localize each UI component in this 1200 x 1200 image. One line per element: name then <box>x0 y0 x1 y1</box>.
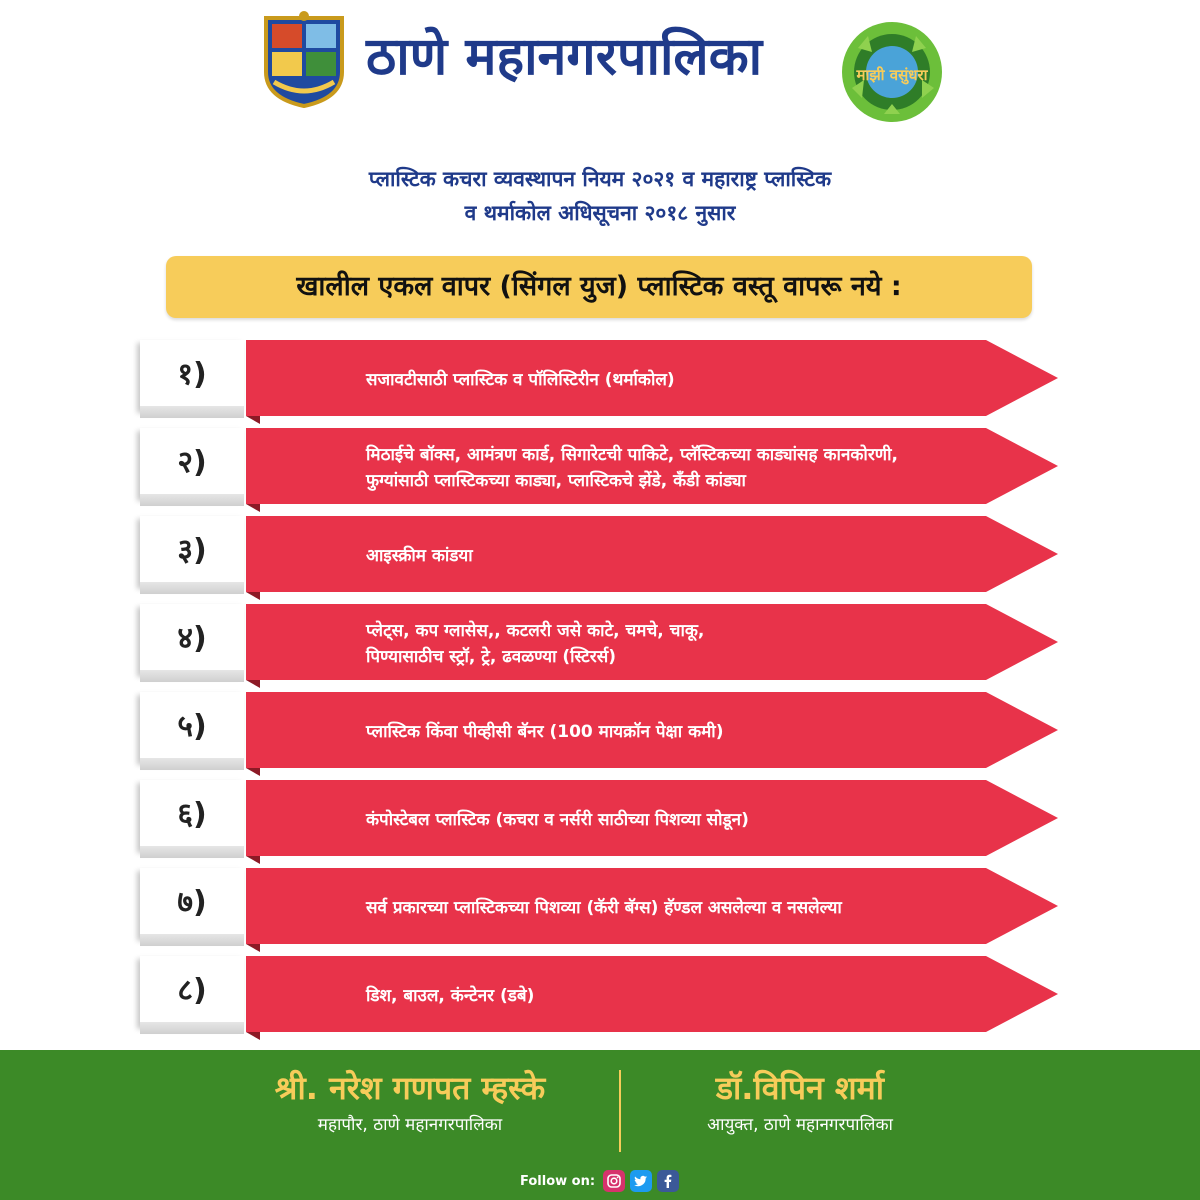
list-item <box>140 340 1060 410</box>
follow-label: Follow on: <box>520 1173 596 1189</box>
item-text <box>366 956 1126 1036</box>
majhi-vasundhara-logo-icon <box>838 18 946 126</box>
thane-municipal-emblem-icon <box>258 10 350 110</box>
item-text <box>366 340 1126 420</box>
arrow-shape <box>246 692 1060 776</box>
mayor-title: महापौर, ठाणे महानगरपालिका <box>317 1115 503 1135</box>
item-line: सजावटीसाठी प्लास्टिक व पॉलिस्टिरीन (थर्माकोल) <box>366 370 675 390</box>
item-line: कंपोस्टेबल प्लास्टिक (कचरा व नर्सरी साठीच्या पिशव्या सोडून) <box>366 810 749 830</box>
item-number: १) <box>177 357 207 392</box>
list-item <box>140 692 1060 762</box>
commissioner-title: आयुक्त, ठाणे महानगरपालिका <box>707 1115 893 1135</box>
list-item <box>140 780 1060 850</box>
banner-text: खालील एकल वापर (सिंगल युज) प्लास्टिक वस्तू वापरू नये : <box>296 271 902 302</box>
item-text <box>366 516 1126 596</box>
list-item <box>140 428 1060 498</box>
arrow-shape <box>246 604 1060 688</box>
item-line: फुग्यांसाठी प्लास्टिकच्या काड्या, प्लास्टिकचे झेंडे, कँडी कांड्या <box>366 471 746 491</box>
arrow-shape <box>246 868 1060 952</box>
page-title: ठाणे महानगरपालिका <box>366 27 763 87</box>
item-number: ५) <box>177 709 207 744</box>
arrow-shape <box>246 780 1060 864</box>
item-text <box>366 868 1126 948</box>
list-item <box>140 956 1060 1026</box>
header <box>0 0 1200 140</box>
footer-divider <box>619 1070 621 1152</box>
item-line: मिठाईचे बॉक्स, आमंत्रण कार्ड, सिगारेटची पाकिटे, प्लॅस्टिकच्या काड्यांसह कानकोरणी, <box>366 445 898 465</box>
item-line: सर्व प्रकारच्या प्लास्टिकच्या पिशव्या (कॅरी बॅग्स) हॅण्डल असलेल्या व नसलेल्या <box>366 898 842 918</box>
item-line: प्लेट्स, कप ग्लासेस,, कटलरी जसे काटे, चमचे, चाकू, <box>366 621 705 641</box>
subtitle-line-2: व थर्माकोल अधिसूचना २०१८ नुसार <box>464 201 736 225</box>
item-line: पिण्यासाठीच स्ट्रॉ, ट्रे, ढवळण्या (स्टिरर्स) <box>366 647 616 667</box>
item-text <box>366 780 1126 860</box>
item-text <box>366 692 1126 772</box>
arrow-shape <box>246 956 1060 1040</box>
item-line: डिश, बाउल, कंन्टेनर (डबे) <box>366 986 535 1006</box>
mayor-block <box>220 1064 600 1138</box>
list-item <box>140 516 1060 586</box>
subtitle-line-1: प्लास्टिक कचरा व्यवस्थापन नियम २०२१ व महाराष्ट्र प्लास्टिक <box>368 167 832 191</box>
instagram-icon[interactable] <box>603 1170 625 1192</box>
subtitle <box>200 162 1000 230</box>
mayor-name: श्री. नरेश गणपत म्हस्के <box>274 1069 546 1107</box>
arrow-shape <box>246 428 1060 512</box>
item-number: २) <box>177 445 207 480</box>
item-number: ७) <box>177 885 207 920</box>
item-number: ४) <box>177 621 207 656</box>
item-line: आइस्क्रीम कांडया <box>366 546 473 566</box>
commissioner-block <box>640 1064 960 1138</box>
item-text <box>366 428 1126 508</box>
commissioner-name: डॉ.विपिन शर्मा <box>715 1069 885 1107</box>
follow-bar <box>520 1168 679 1194</box>
arrow-shape <box>246 516 1060 600</box>
banner <box>166 256 1032 318</box>
arrow-shape <box>246 340 1060 424</box>
item-text <box>366 604 1126 684</box>
facebook-icon[interactable] <box>657 1170 679 1192</box>
item-number: ६) <box>177 797 207 832</box>
item-number: ८) <box>177 973 207 1008</box>
list-item <box>140 604 1060 674</box>
list-item <box>140 868 1060 938</box>
banned-items-list <box>140 340 1060 1030</box>
twitter-icon[interactable] <box>630 1170 652 1192</box>
logo-right-text: माझी वसुंधरा <box>856 66 928 84</box>
item-line: प्लास्टिक किंवा पीव्हीसी बॅनर (100 मायक्रॉन पेक्षा कमी) <box>366 722 724 742</box>
item-number: ३) <box>177 533 207 568</box>
footer <box>0 1050 1200 1200</box>
